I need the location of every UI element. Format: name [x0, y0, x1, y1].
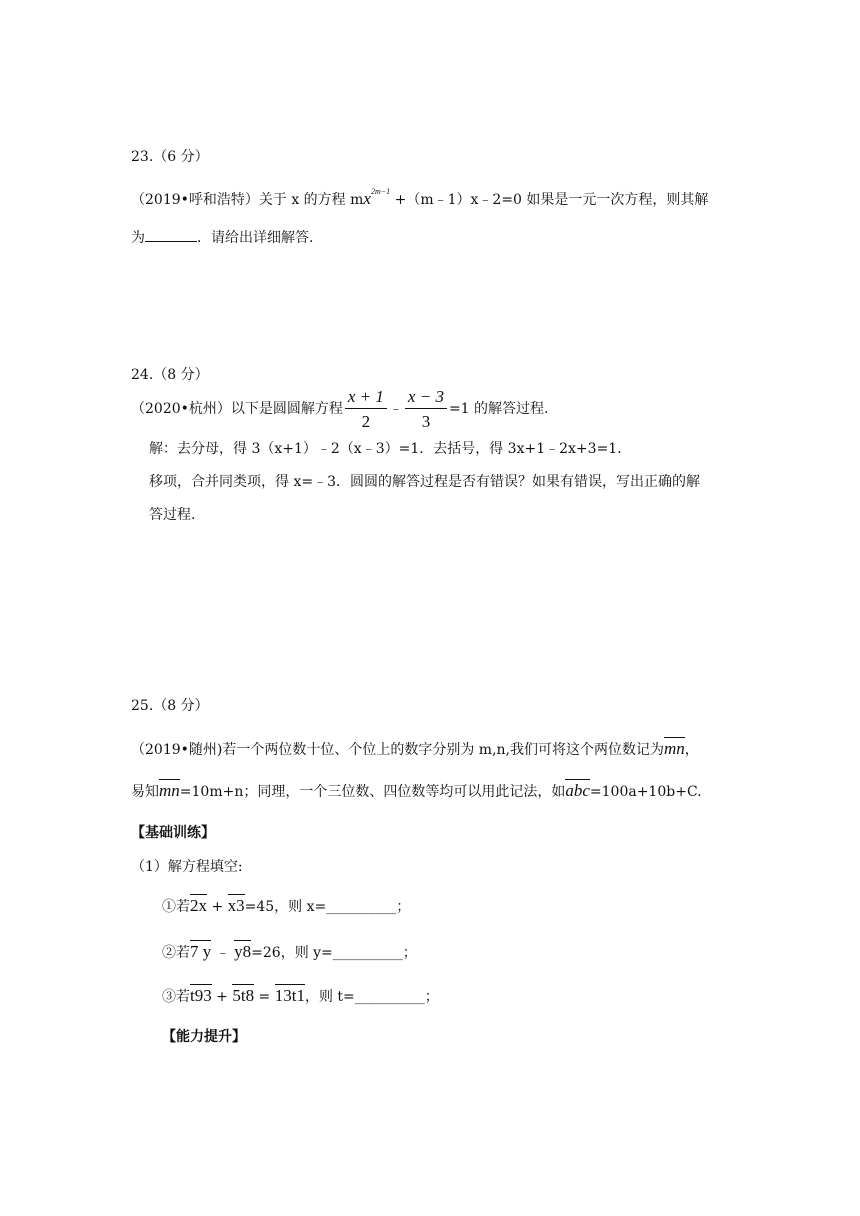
q25-line1: （2019•随州)若一个两位数十位、个位上的数字分别为 m,n,我们可将这个两位数记为mn，: [131, 739, 699, 758]
q25-heading: 25.（8 分）: [131, 698, 209, 714]
q23-line2: 为 ．请给出详细解答.: [131, 230, 314, 246]
overline-abc: abc: [565, 781, 590, 800]
overline-7y: 7 y: [190, 942, 212, 961]
section-ability-improvement: 【能力提升】: [162, 1029, 246, 1045]
overline-mn-2: mn: [159, 781, 180, 800]
fraction-2: $\frac{x - 3}{3}$: [405, 388, 447, 430]
q23-line1: （2019•呼和浩特）关于 x 的方程 $mx^{2m-1}$ +（m﹣1）x﹣2=0 如果是一元一次方程，则其解: [131, 187, 709, 208]
q24-line3: 移项，合并同类项，得 x=﹣3．圆圆的解答过程是否有错误？如果有错误，写出正确的解: [149, 474, 700, 490]
q24-line1: （2020•杭州）以下是圆圆解方程 $\frac{x + 1}{2}$ ﹣ $\frac{x - 3}{3}$ =1 的解答过程.: [131, 387, 549, 431]
section-basic-training: 【基础训练】: [131, 825, 215, 841]
overline-x3: x3: [227, 896, 245, 915]
answer-blank: [145, 228, 197, 242]
overline-y8: y8: [234, 942, 252, 961]
overline-t93: t93: [190, 986, 212, 1005]
item-1: ①若2x + x3=45，则 x=__________；: [162, 896, 411, 915]
q24-line2: 解：去分母，得 3（x+1）﹣2（x﹣3）=1．去括号，得 3x+1﹣2x+3=1．: [149, 441, 632, 457]
q24-heading: 24.（8 分）: [131, 367, 209, 383]
overline-2x: 2x: [190, 896, 207, 915]
item-2: ②若7 y ﹣ y8=26，则 y=__________；: [162, 942, 417, 961]
overline-mn: mn: [664, 739, 685, 758]
q23-heading: 23.（6 分）: [131, 149, 209, 165]
q25-line2: 易知mn=10m+n；同理，一个三位数、四位数等均可以用此记法，如abc=100a+10b+C.: [131, 781, 702, 800]
fraction-1: $\frac{x + 1}{2}$: [345, 388, 387, 430]
overline-5t8: 5t8: [232, 986, 255, 1005]
sub-question-1: （1）解方程填空:: [131, 859, 243, 875]
overline-13t1: 13t1: [274, 986, 305, 1005]
item-3: ③若t93 + 5t8 = 13t1，则 t=__________；: [162, 986, 439, 1005]
q24-line4: 答过程.: [149, 507, 196, 523]
